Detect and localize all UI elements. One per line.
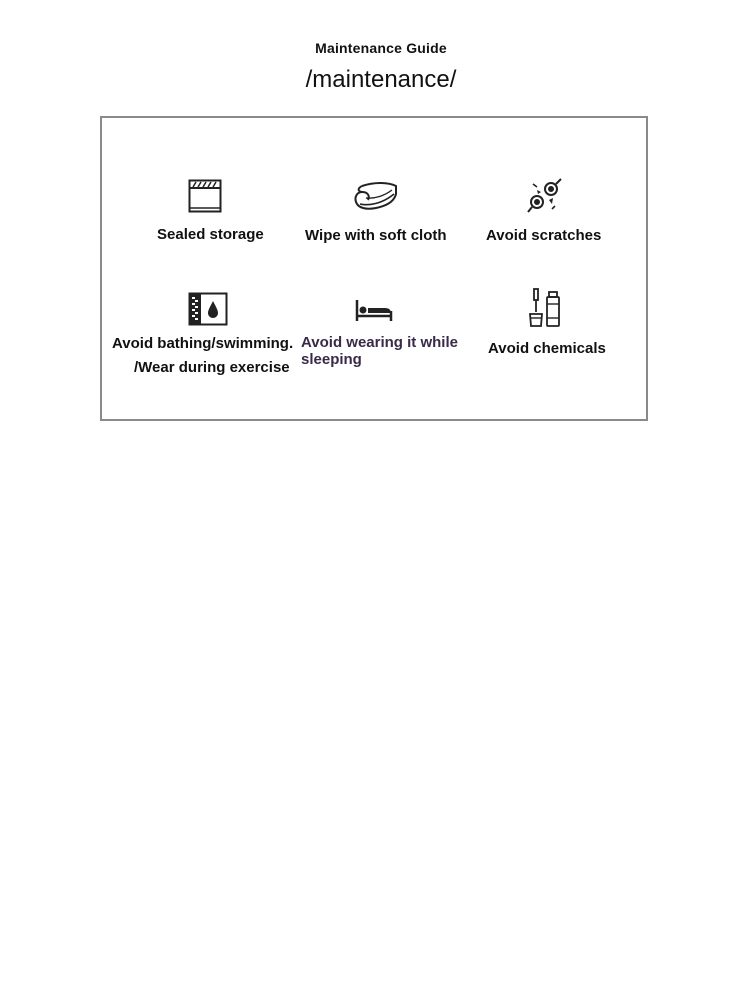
care-label-chemicals: Avoid chemicals — [488, 340, 606, 357]
sealed-box-icon — [188, 179, 222, 213]
bed-icon — [355, 298, 393, 322]
page-title: Maintenance Guide — [315, 40, 447, 56]
care-label-sleeping: Avoid wearing it while sleeping — [301, 334, 458, 368]
folded-cloth-icon — [354, 180, 398, 214]
care-label-water-line1: Avoid bathing/swimming. — [112, 335, 294, 352]
care-label-scratches: Avoid scratches — [486, 227, 602, 244]
water-drop-icon — [188, 292, 228, 326]
care-label-sealed-storage: Sealed storage — [157, 226, 264, 243]
scratch-collision-icon — [527, 178, 563, 214]
care-label-soft-cloth: Wipe with soft cloth — [305, 227, 447, 244]
care-label-water-line2: /Wear during exercise — [134, 359, 290, 376]
cosmetics-bottles-icon — [528, 288, 562, 328]
care-instructions-panel — [100, 116, 648, 421]
page-subtitle: /maintenance/ — [305, 66, 457, 93]
